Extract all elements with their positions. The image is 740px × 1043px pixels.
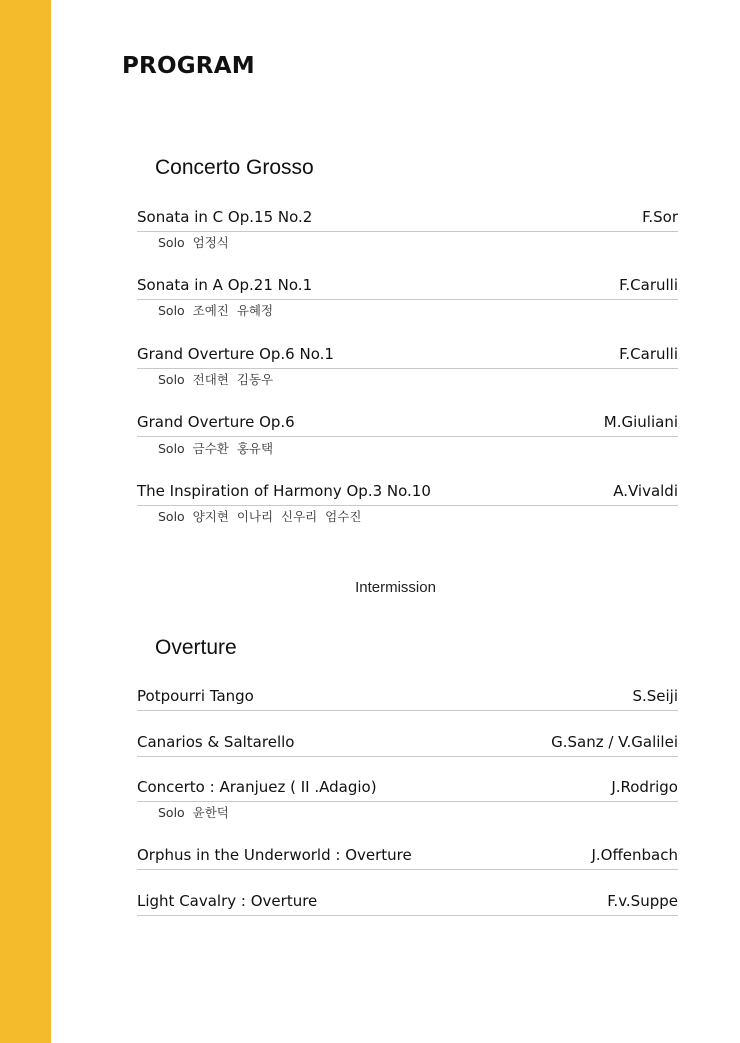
program-item <box>137 344 678 369</box>
composer: F.v.Suppe <box>607 892 678 910</box>
composer: F.Carulli <box>619 345 678 363</box>
composer: M.Giuliani <box>603 413 678 431</box>
composer: F.Carulli <box>619 276 678 294</box>
program-item <box>137 481 678 506</box>
section-title-concerto-grosso: Concerto Grosso <box>155 156 314 179</box>
section-title-overture: Overture <box>155 636 237 659</box>
program-item <box>137 275 678 300</box>
composer: A.Vivaldi <box>613 482 678 500</box>
composer: F.Sor <box>642 208 678 226</box>
accent-stripe <box>0 0 51 1043</box>
soloists: Solo 엄정식 <box>158 235 229 250</box>
program-item <box>137 686 678 711</box>
piece-title: The Inspiration of Harmony Op.3 No.10 <box>137 482 431 500</box>
composer: J.Offenbach <box>591 846 678 864</box>
program-item <box>137 732 678 757</box>
composer: S.Seiji <box>632 687 678 705</box>
piece-title: Sonata in C Op.15 No.2 <box>137 208 313 226</box>
page-title: PROGRAM <box>122 53 255 79</box>
program-item <box>137 777 678 802</box>
piece-title: Grand Overture Op.6 No.1 <box>137 345 334 363</box>
soloists: Solo 금수환 홍유택 <box>158 441 274 456</box>
piece-title: Light Cavalry : Overture <box>137 892 318 910</box>
composer: G.Sanz / V.Galilei <box>551 733 678 751</box>
piece-title: Concerto : Aranjuez ( II .Adagio) <box>137 778 377 796</box>
piece-title: Grand Overture Op.6 <box>137 413 295 431</box>
program-item <box>137 412 678 437</box>
piece-title: Sonata in A Op.21 No.1 <box>137 276 313 294</box>
program-item <box>137 207 678 232</box>
piece-title: Potpourri Tango <box>137 687 254 705</box>
intermission-label: Intermission <box>355 579 436 596</box>
program-item <box>137 891 678 916</box>
piece-title: Orphus in the Underworld : Overture <box>137 846 412 864</box>
soloists: Solo 윤한덕 <box>158 805 229 820</box>
soloists: Solo 전대현 김동우 <box>158 372 274 387</box>
piece-title: Canarios & Saltarello <box>137 733 295 751</box>
program-item <box>137 845 678 870</box>
soloists: Solo 조예진 유혜정 <box>158 303 274 318</box>
composer: J.Rodrigo <box>611 778 678 796</box>
soloists: Solo 양지현 이나리 신우리 엄수진 <box>158 509 362 524</box>
